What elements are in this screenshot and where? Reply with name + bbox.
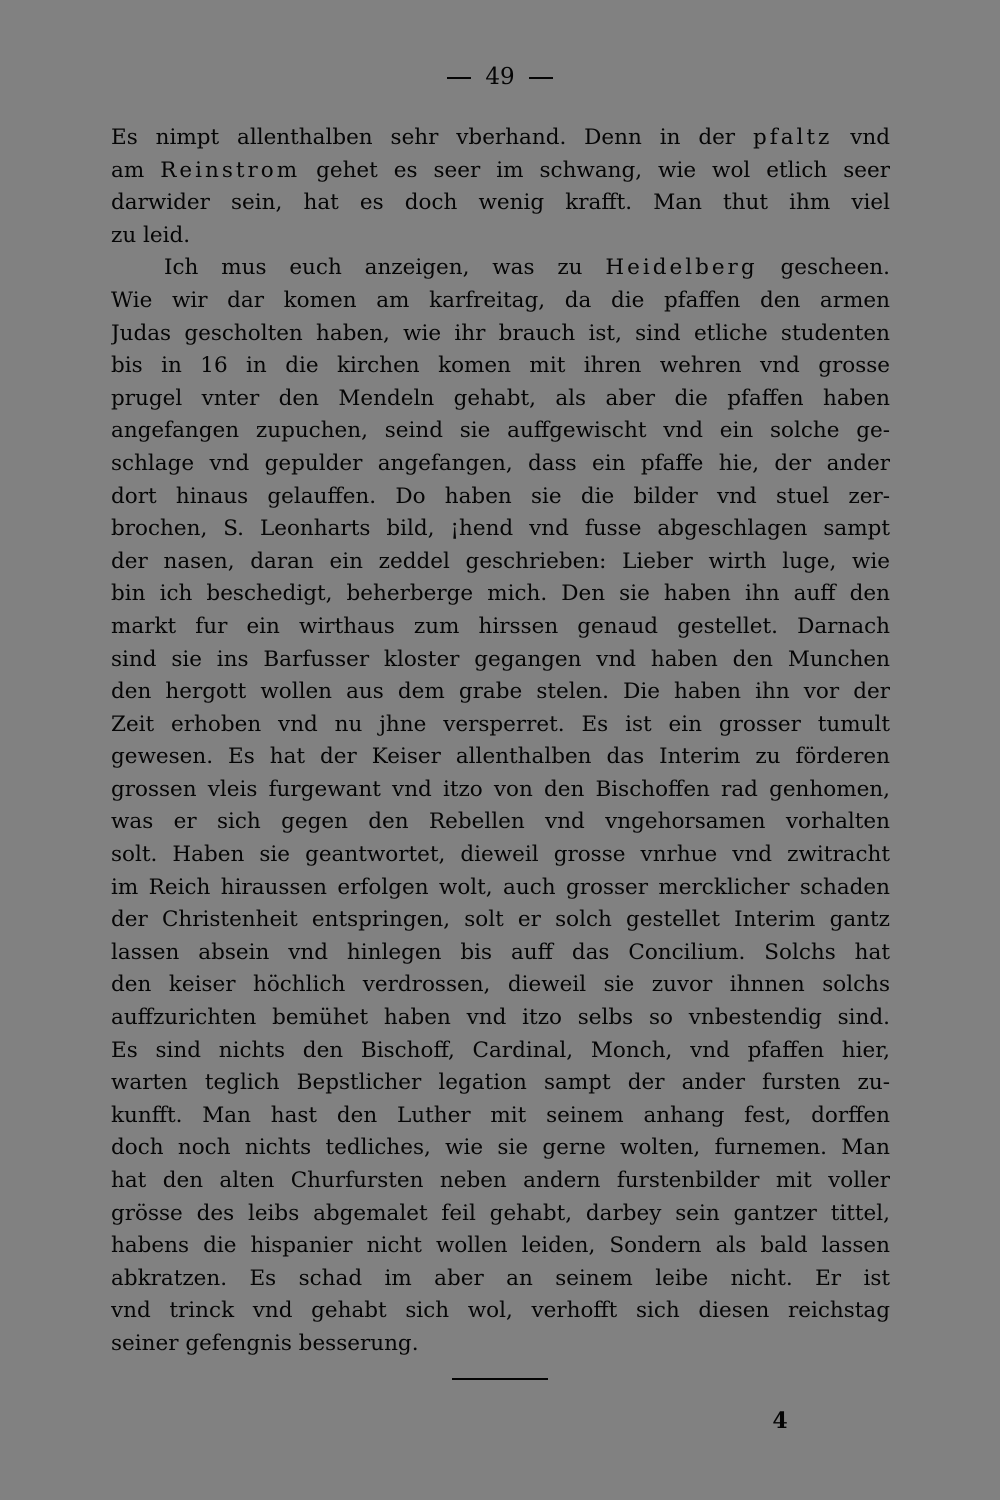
text-segment: darwider sein, hat es doch wenig krafft. Man thut ihm viel (111, 190, 890, 216)
text-segment: den hergott wollen aus dem grabe stelen. Die haben ihn vor der (111, 679, 890, 705)
text-line (111, 741, 890, 774)
text-line (111, 1165, 890, 1198)
text-segment: warten teglich Bepstlicher legation sampt der ander fursten zu- (111, 1070, 890, 1096)
header-dash-right (529, 77, 553, 79)
text-line (111, 969, 890, 1002)
text-segment: Wie wir dar komen am karfreitag, da die pfaffen den armen (111, 287, 890, 313)
text-line (111, 1263, 890, 1296)
text-line (111, 1067, 890, 1100)
text-line (111, 1132, 890, 1165)
text-line (111, 448, 890, 481)
text-segment: kunfft. Man hast den Luther mit seinem anhang fest, dorffen (111, 1102, 890, 1128)
text-line (111, 1230, 890, 1263)
text-line (111, 1198, 890, 1231)
text-segment: solt. Haben sie geantwortet, dieweil grosse vnrhue vnd zwitracht (111, 842, 890, 868)
text-segment: Es nimpt allenthalben sehr vberhand. Denn in der (111, 125, 753, 150)
header-dash-left (447, 77, 471, 79)
text-line (111, 709, 890, 742)
text-segment: vnd (832, 125, 890, 150)
page-number-header (0, 64, 1000, 90)
text-segment: Es sind nichts den Bischoff, Cardinal, Monch, vnd pfaffen hier, (111, 1037, 890, 1063)
text-segment: brochen, S. Leonharts bild, ¡hend vnd fusse abgeschlagen sampt (111, 516, 890, 542)
text-segment: Zeit erhoben vnd nu jhne versperret. Es ist ein grosser tumult (111, 711, 890, 737)
text-line (111, 513, 890, 546)
text-segment: bis in 16 in die kirchen komen mit ihren wehren vnd grosse (111, 353, 890, 379)
text-segment: gehet es seer im schwang, wie wol etlich seer (300, 157, 890, 183)
text-segment: vnd trinck vnd gehabt sich wol, verhofft sich diesen reichstag (111, 1298, 890, 1324)
spaced-name: pfaltz (752, 125, 833, 150)
text-segment: im Reich hiraussen erfolgen wolt, auch grosser mercklicher schaden (111, 874, 890, 900)
text-line (111, 806, 890, 839)
body-text (111, 122, 890, 1361)
text-line (111, 1035, 890, 1068)
text-line (111, 383, 890, 416)
text-segment: schlage vnd gepulder angefangen, dass ein pfaffe hie, der ander (111, 450, 890, 476)
text-segment: der Christenheit entspringen, solt er solch gestellet Interim gantz (111, 907, 890, 933)
end-rule (452, 1378, 548, 1380)
text-segment: doch noch nichts tedliches, wie sie gerne wolten, furnemen. Man (111, 1135, 890, 1161)
text-segment: grossen vleis furgewant vnd itzo von den Bischoffen rad genhomen, (111, 776, 890, 802)
text-segment: gescheen. (757, 255, 890, 281)
text-segment: Judas gescholten haben, wie ihr brauch ist, sind etliche studenten (111, 320, 890, 346)
text-line (111, 1002, 890, 1035)
text-segment: der nasen, daran ein zeddel geschrieben: Lieber wirth luge, wie (111, 548, 890, 574)
text-line (111, 1100, 890, 1133)
text-line (111, 937, 890, 970)
text-line (111, 285, 890, 318)
text-line (111, 415, 890, 448)
text-segment: prugel vnter den Mendeln gehabt, als aber die pfaffen haben (111, 385, 890, 411)
text-line (111, 904, 890, 937)
text-line (111, 611, 890, 644)
text-segment: lassen absein vnd hinlegen bis auff das Concilium. Solchs hat (111, 939, 890, 965)
text-line (111, 839, 890, 872)
text-segment: hat den alten Churfursten neben andern furstenbilder mit voller (111, 1168, 890, 1193)
text-segment: gewesen. Es hat der Keiser allenthalben das Interim zu förderen (111, 744, 890, 770)
page-number: 49 (485, 64, 515, 90)
text-segment: dort hinaus gelauffen. Do haben sie die bilder vnd stuel zer- (111, 483, 890, 509)
text-segment: grösse des leibs abgemalet feil gehabt, darbey sein gantzer tittel, (111, 1200, 890, 1226)
text-segment: was er sich gegen den Rebellen vnd vngehorsamen vorhalten (111, 809, 890, 835)
text-line (111, 1328, 890, 1361)
spaced-name: Reinstrom (160, 157, 301, 183)
text-line (111, 252, 890, 285)
text-line (111, 578, 890, 611)
text-line (111, 350, 890, 383)
spaced-name: Heidelberg (605, 255, 758, 281)
text-line (111, 774, 890, 807)
text-line (111, 676, 890, 709)
text-segment: abkratzen. Es schad im aber an seinem leibe nicht. Er ist (111, 1265, 890, 1291)
text-line (111, 155, 890, 188)
text-line (111, 187, 890, 220)
text-segment: Ich mus euch anzeigen, was zu (164, 255, 606, 281)
signature-mark: 4 (772, 1408, 788, 1434)
text-segment: bin ich beschedigt, beherberge mich. Den sie haben ihn auff den (111, 581, 890, 607)
text-line (111, 481, 890, 514)
text-segment: sind sie ins Barfusser kloster gegangen vnd haben den Munchen (111, 646, 890, 672)
text-line (111, 318, 890, 351)
text-line (111, 546, 890, 579)
text-segment: am (111, 157, 161, 183)
text-segment: den keiser höchlich verdrossen, dieweil sie zuvor ihnnen solchs (111, 972, 890, 998)
text-segment: angefangen zupuchen, seind sie auffgewischt vnd ein solche ge- (111, 418, 890, 444)
text-line (111, 220, 890, 253)
text-line (111, 872, 890, 905)
text-line (111, 122, 890, 155)
text-line (111, 1295, 890, 1328)
text-segment: habens die hispanier nicht wollen leiden, Sondern als bald lassen (111, 1233, 890, 1259)
text-segment: markt fur ein wirthaus zum hirssen genaud gestellet. Darnach (111, 613, 890, 639)
text-segment: seiner gefengnis besserung. (111, 1330, 419, 1356)
text-segment: zu leid. (111, 222, 191, 248)
text-line (111, 644, 890, 677)
text-segment: auffzurichten bemühet haben vnd itzo selbs so vnbestendig sind. (111, 1005, 890, 1031)
